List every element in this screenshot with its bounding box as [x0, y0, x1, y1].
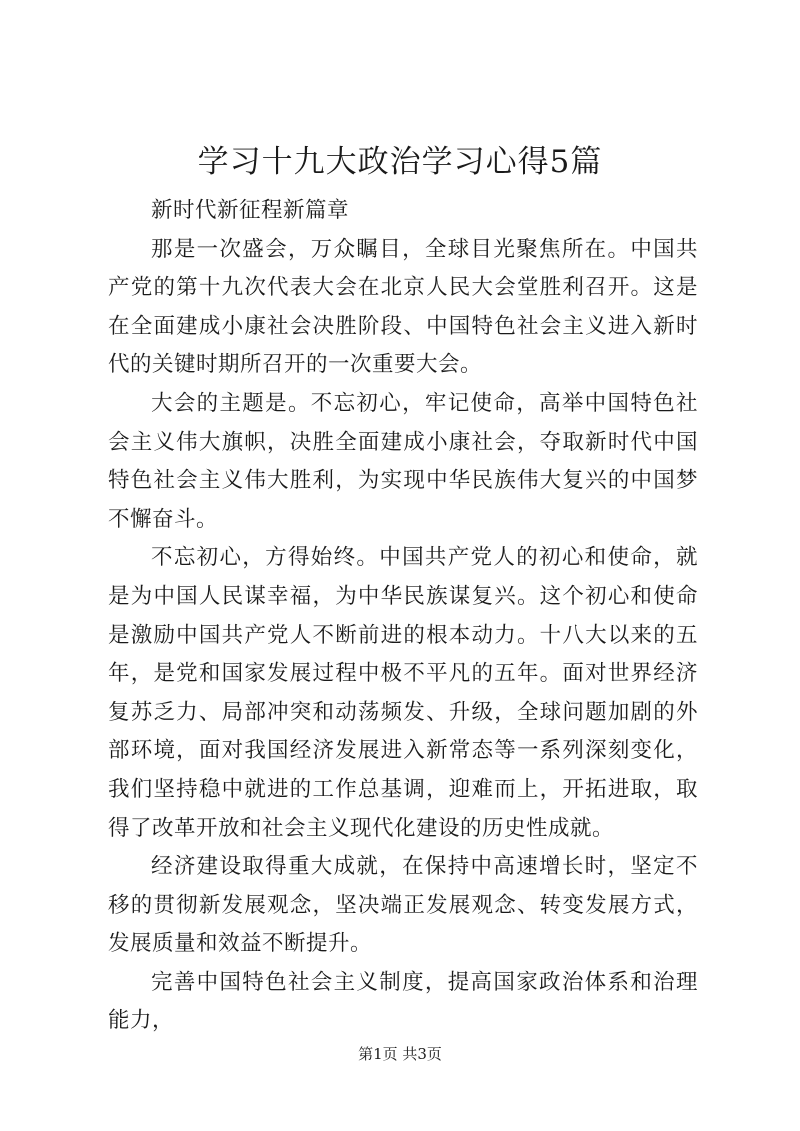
- document-title: 学习十九大政治学习心得5篇: [197, 144, 603, 180]
- paragraph-subtitle: 新时代新征程新篇章: [151, 198, 350, 223]
- paragraph: 经济建设取得重大成就，在保持中高速增长时，坚定不移的贯彻新发展观念，坚决端正发展观念、转变发展方式，发展质量和效益不断提升。: [108, 854, 698, 957]
- paragraph: 大会的主题是。不忘初心，牢记使命，高举中国特色社会主义伟大旗帜，决胜全面建成小康社会，夺取新时代中国特色社会主义伟大胜利，为实现中华民族伟大复兴的中国梦不懈奋斗。: [108, 390, 698, 532]
- page-footer: 第1页 共3页: [358, 1045, 442, 1063]
- paragraph: 不忘初心，方得始终。中国共产党人的初心和使命，就是为中国人民谋幸福，为中华民族谋复兴。这个初心和使命是激励中国共产党人不断前进的根本动力。十八大以来的五年，是党和国家发展过程中极不平凡的五年。面对世界经济复苏乏力、局部冲突和动荡频发、升级，全球问题加剧的外部环境，面对我国经济发展进入新常态等一系列深刻变化，我们坚持稳中就进的工作总基调，迎难而上，开拓进取，取得了改革开放和社会主义现代化建设的历史性成就。: [108, 545, 698, 841]
- paragraph: 那是一次盛会，万众瞩目，全球目光聚焦所在。中国共产党的第十九次代表大会在北京人民大会堂胜利召开。这是在全面建成小康社会决胜阶段、中国特色社会主义进入新时代的关键时期所召开的一次重要大会。: [108, 236, 698, 378]
- paragraph: 完善中国特色社会主义制度，提高国家政治体系和治理能力，: [108, 969, 698, 1034]
- document-body: [108, 192, 698, 1041]
